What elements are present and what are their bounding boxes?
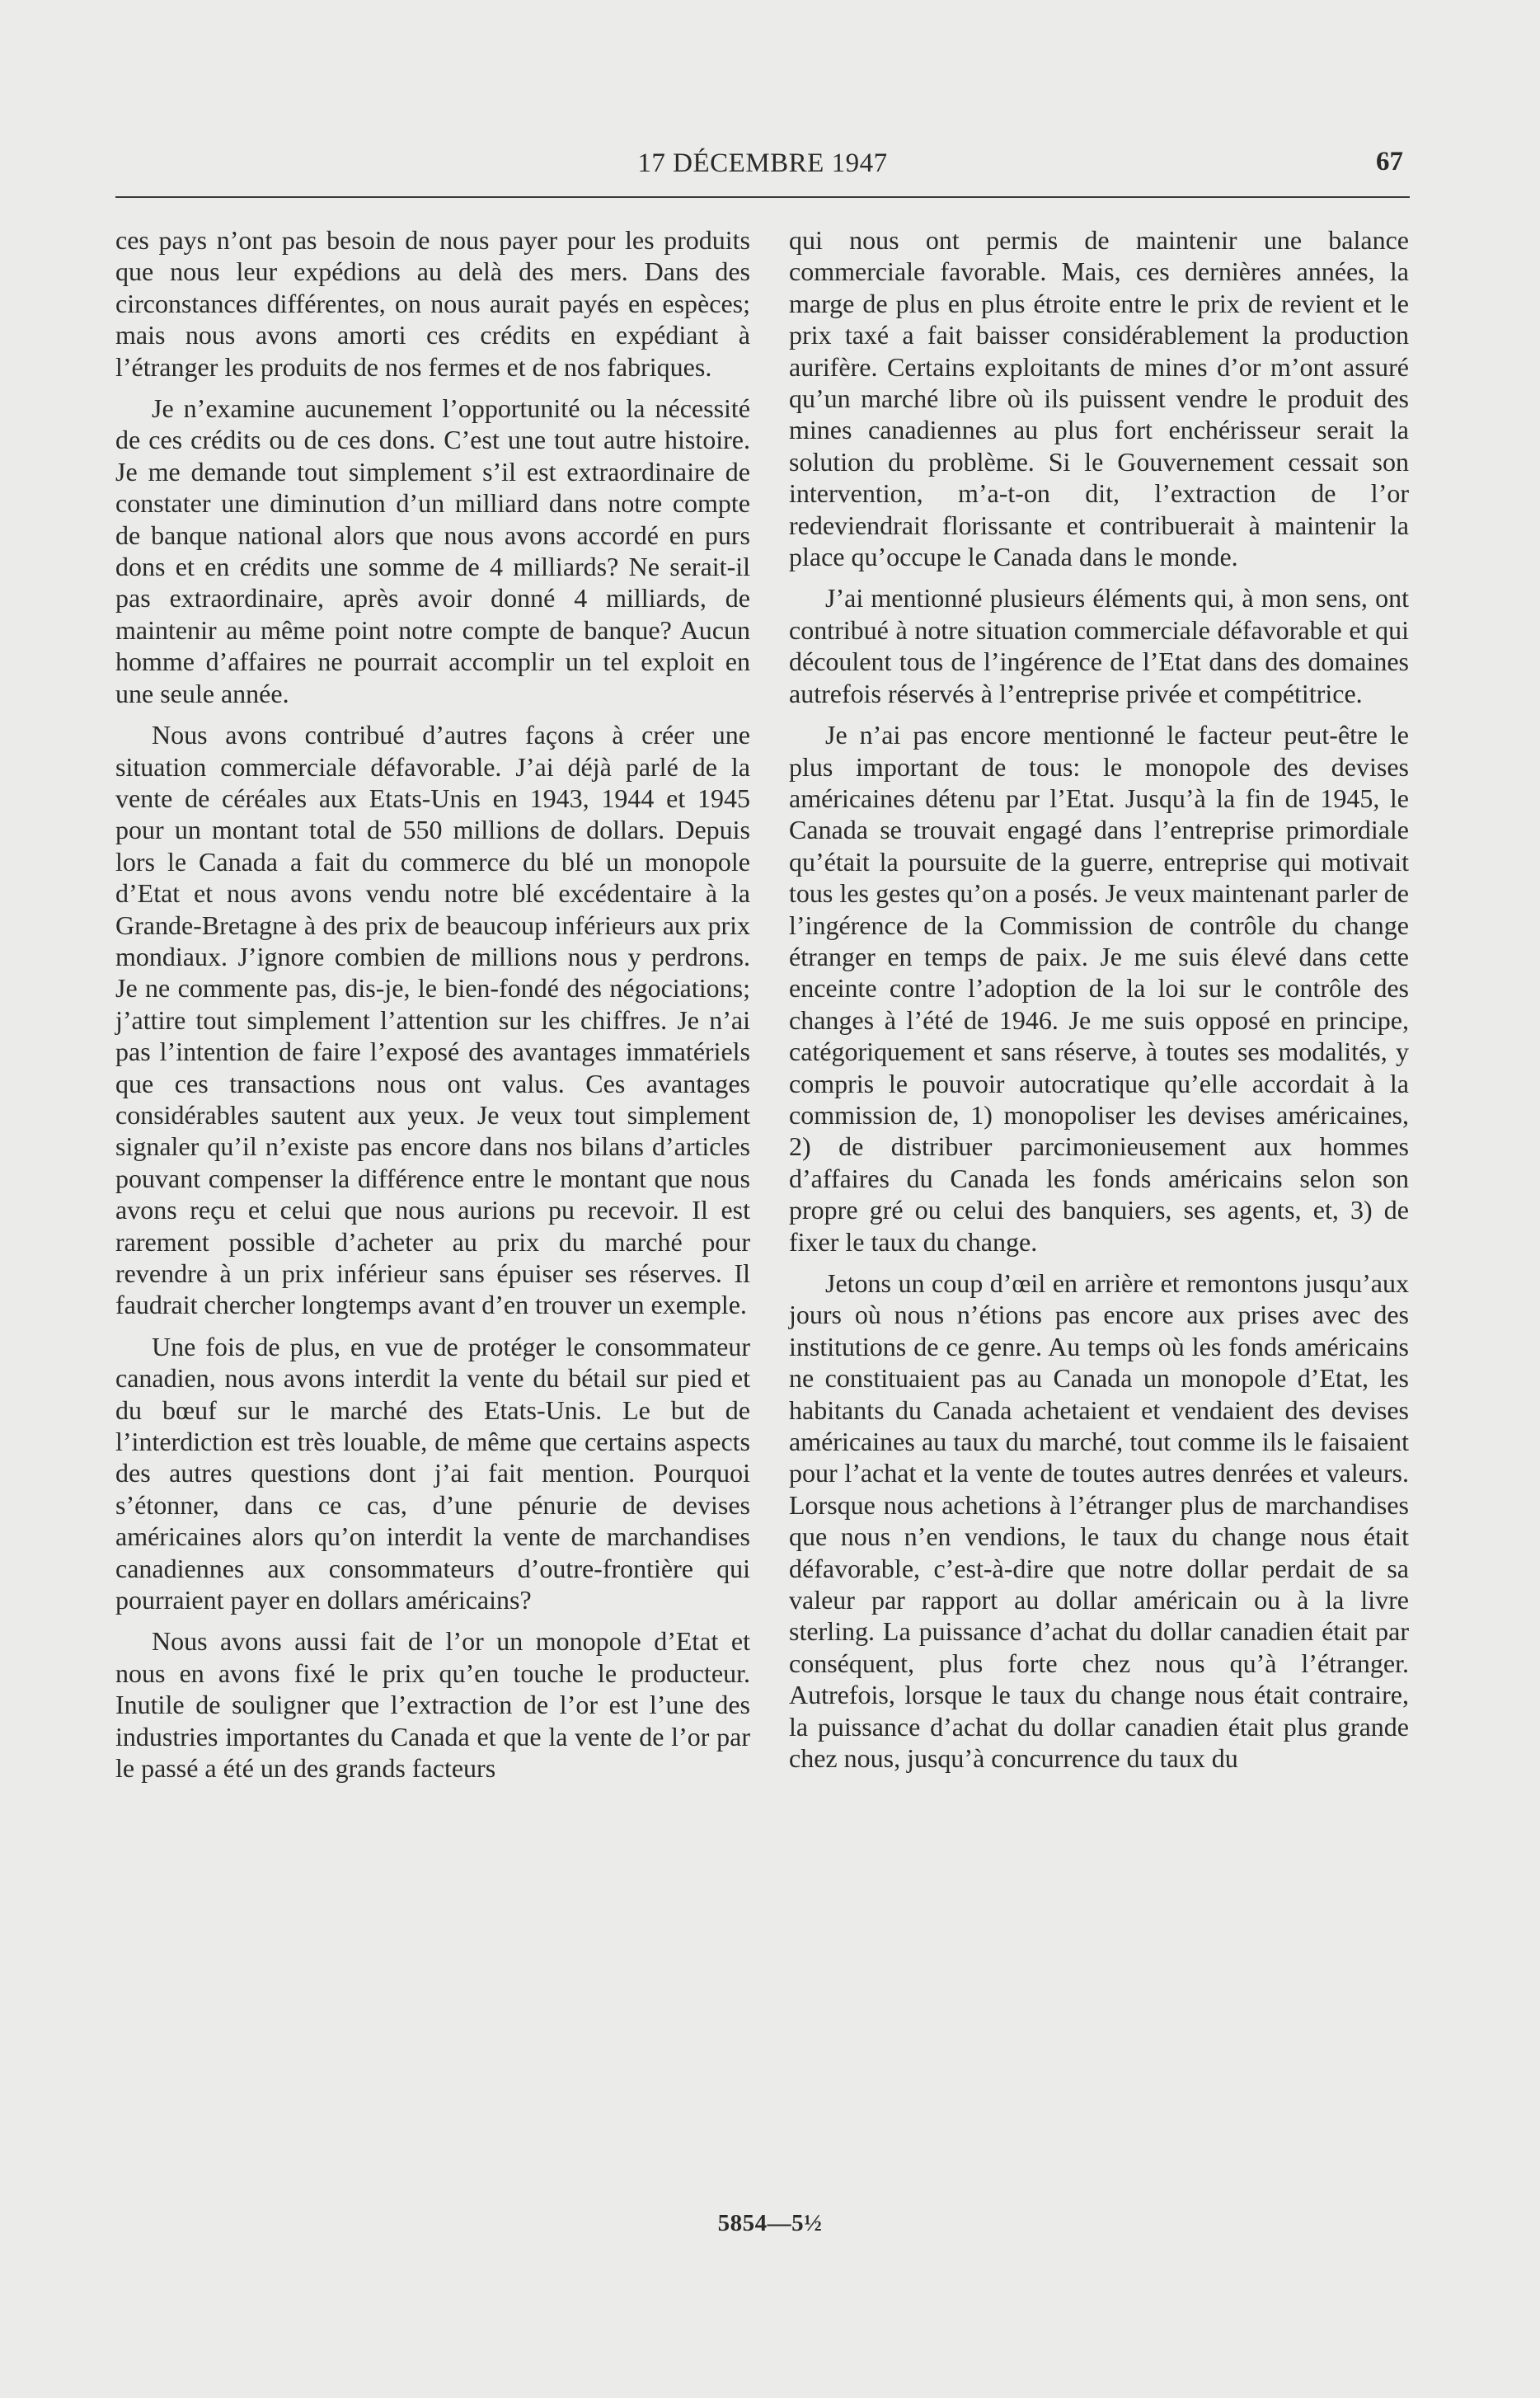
paragraph: ces pays n’ont pas besoin de nous payer pour les produits que nous leur expédions au delà des mers. Dans des circonstances différentes, on nous aurait payés en espèces; mais nous avons amorti ces crédits en expédiant à l’étranger les produits de nos fermes et de nos fabriques. [115, 225, 750, 382]
header-date: 17 DÉCEMBRE 1947 [637, 148, 888, 178]
paragraph: Je n’examine aucunement l’opportunité ou la nécessité de ces crédits ou de ces dons. C’est une tout autre histoire. Je me demande tout simplement s’il est extraordinaire de constater une diminution d’un milliard dans notre compte de banque national alors que nous avons accordé en purs dons et en crédits une somme de 4 milliards? Ne serait-il pas extraordinaire, après avoir donné 4 milliards, de maintenir au même point notre compte de banque? Aucun homme d’affaires ne pourrait accomplir un tel exploit en une seule année. [115, 393, 750, 708]
paragraph: Une fois de plus, en vue de protéger le consommateur canadien, nous avons interdit la vente du bétail sur pied et du bœuf sur le marché des Etats-Unis. Le but de l’interdiction est très louable, de même que certains aspects des autres questions dont j’ai fait mention. Pourquoi s’étonner, dans ce cas, d’une pénurie de devises américaines alors qu’on interdit la vente de marchandises canadiennes aux consommateurs d’outre-frontière qui pourraient payer en dollars américains? [115, 1331, 750, 1615]
paragraph: Nous avons contribué d’autres façons à créer une situation commerciale défavorable. J’ai déjà parlé de la vente de céréales aux Etats-Unis en 1943, 1944 et 1945 pour un montant total de 550 millions de dollars. Depuis lors le Canada a fait du commerce du blé un monopole d’Etat et nous avons vendu notre blé excédentaire à la Grande-Bretagne à des prix de beaucoup inférieurs aux prix mondiaux. J’ignore combien de millions nous y perdrons. Je ne commente pas, dis-je, le bien-fondé des négociations; j’attire tout simplement l’attention sur les chiffres. Je n’ai pas l’intention de faire l’exposé des avantages immatériels que ces transactions nous ont valus. Ces avantages considérables sautent aux yeux. Je veux tout simplement signaler qu’il n’existe pas encore dans nos bilans d’articles pouvant compenser la différence entre le montant que nous avons reçu et celui que nous aurions pu recevoir. Il est rarement possible d’acheter au prix du marché pour revendre à un prix inférieur sans épuiser ses réserves. Il faudrait chercher longtemps avant d’en trouver un exemple. [115, 720, 750, 1320]
left-column [115, 224, 750, 1794]
paragraph: Nous avons aussi fait de l’or un monopole d’Etat et nous en avons fixé le prix qu’en touche le producteur. Inutile de souligner que l’extraction de l’or est l’une des industries importantes du Canada et que la vente de l’or par le passé a été un des grands facteurs [115, 1626, 750, 1784]
page-number: 67 [1376, 147, 1403, 176]
paragraph: qui nous ont permis de maintenir une balance commerciale favorable. Mais, ces dernières années, la marge de plus en plus étroite entre le prix de revient et le prix taxé a fait baisser considérablement la production aurifère. Certains exploitants de mines d’or m’ont assuré qu’un marché libre où ils puissent vendre le produit des mines canadiennes au plus fort enchérisseur serait la solution du problème. Si le Gouvernement cessait son intervention, m’a-t-on dit, l’extraction de l’or redeviendrait florissante et contribuerait à maintenir la place qu’occupe le Canada dans le monde. [789, 225, 1409, 572]
page-header [115, 147, 1410, 198]
right-column [789, 224, 1409, 1784]
paragraph: J’ai mentionné plusieurs éléments qui, à mon sens, ont contribué à notre situation commerciale défavorable et qui découlent tous de l’ingérence de l’Etat dans des domaines autrefois réservés à l’entreprise privée et compétitrice. [789, 583, 1409, 708]
paragraph: Jetons un coup d’œil en arrière et remontons jusqu’aux jours où nous n’étions pas encore aux prises avec des institutions de ce genre. Au temps où les fonds américains ne constituaient pas au Canada un monopole d’Etat, les habitants du Canada achetaient et vendaient des devises américaines au taux du marché, tout comme ils le faisaient pour l’achat et la vente de toutes autres denrées et valeurs. Lorsque nous achetions à l’étranger plus de marchandises que nous n’en vendions, le taux du change nous était défavorable, c’est-à-dire que notre dollar perdait de sa valeur par rapport au dollar américain ou à la livre sterling. La puissance d’achat du dollar canadien était par conséquent, plus forte chez nous qu’à l’étranger. Autrefois, lorsque le taux du change nous était contraire, la puissance d’achat du dollar canadien était plus grande chez nous, jusqu’à concurrence du taux du [789, 1268, 1409, 1774]
printer-signature: 5854—5½ [717, 2210, 823, 2236]
paragraph: Je n’ai pas encore mentionné le facteur peut-être le plus important de tous: le monopole des devises américaines détenu par l’Etat. Jusqu’à la fin de 1945, le Canada se trouvait engagé dans l’entreprise primordiale qu’était la poursuite de la guerre, entreprise qui motivait tous les gestes qu’on a posés. Je veux maintenant parler de l’ingérence de la Commission de contrôle du change étranger en temps de paix. Je me suis élevé dans cette enceinte contre l’adoption de la loi sur le contrôle des changes à l’été de 1946. Je me suis opposé en principe, catégoriquement et sans réserve, à toutes ses modalités, y compris le pouvoir autocratique qu’elle accordait à la commission de, 1) monopoliser les devises américaines, 2) de distribuer parcimonieusement aux hommes d’affaires du Canada les fonds américains selon son propre gré ou celui des banquiers, ses agents, et, 3) de fixer le taux du change. [789, 720, 1409, 1257]
